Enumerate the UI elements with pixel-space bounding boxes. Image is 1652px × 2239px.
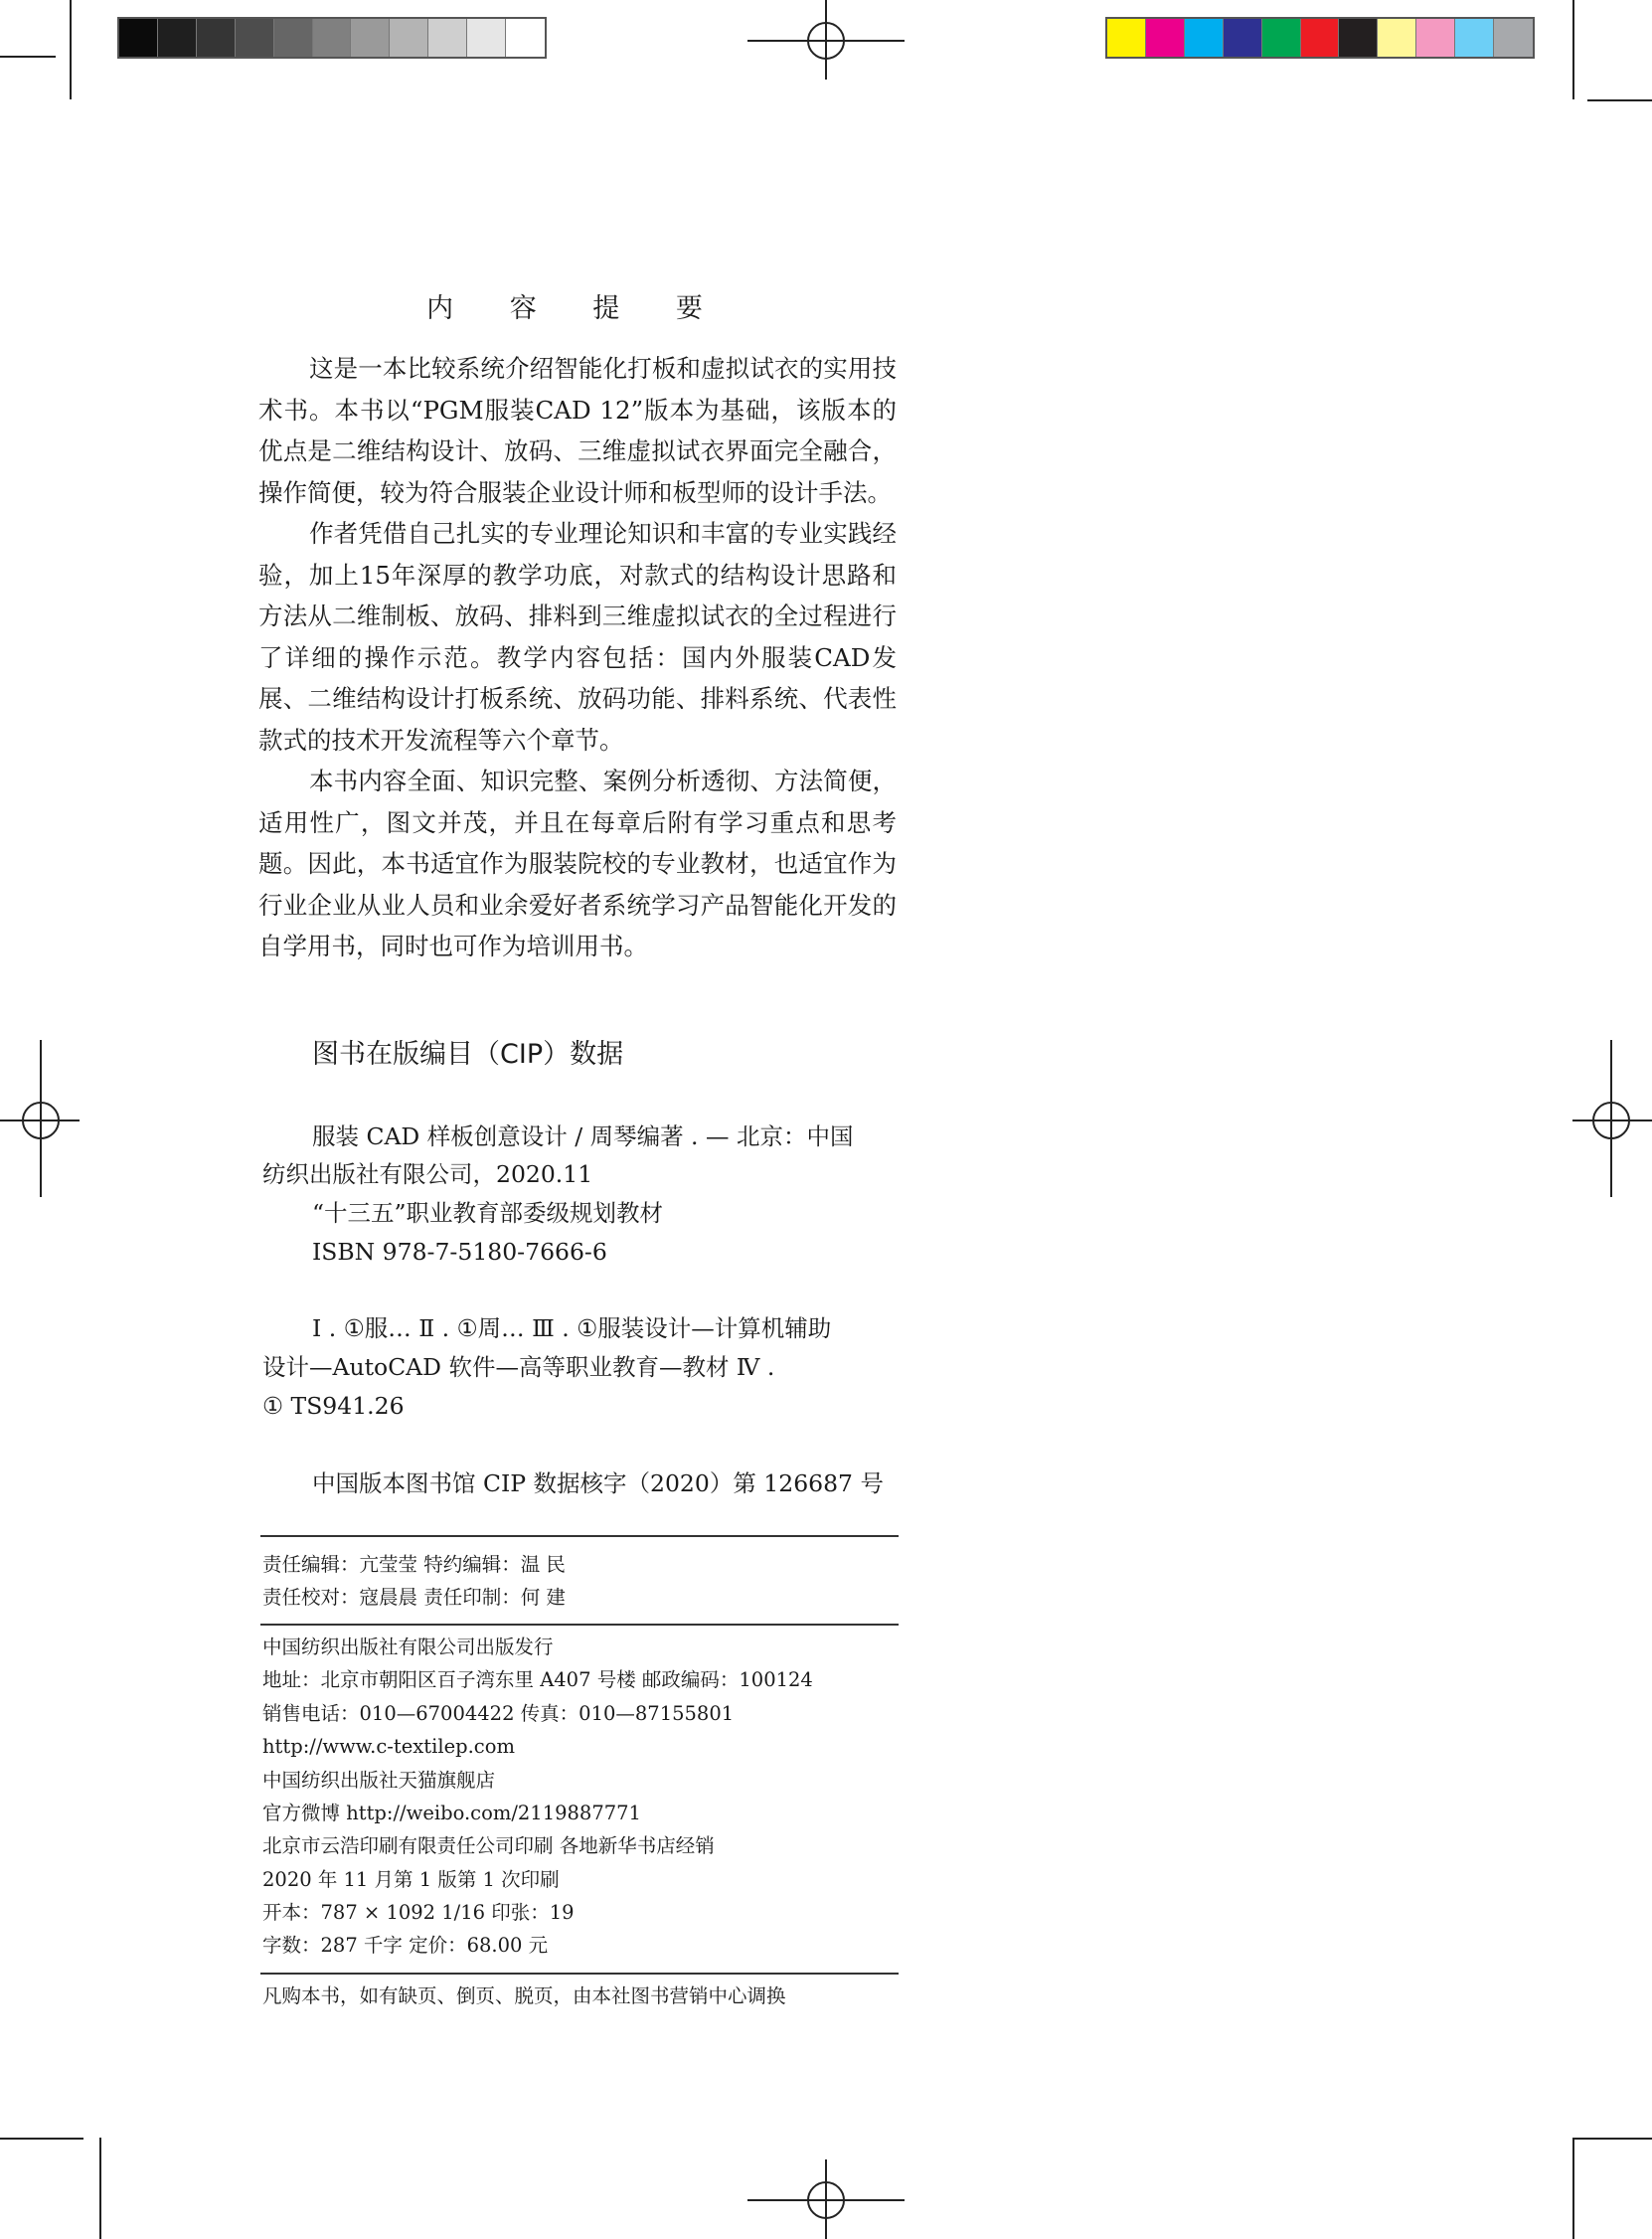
publisher-website[interactable]: http://www.c-textilep.com (262, 1735, 515, 1758)
process-color-swatch (1339, 19, 1378, 57)
grayscale-swatch (351, 19, 390, 57)
grayscale-swatch (467, 19, 506, 57)
cip-title: 图书在版编目（CIP）数据 (312, 1039, 624, 1070)
process-color-bar (1105, 17, 1535, 59)
publisher-weibo[interactable]: 官方微博 http://weibo.com/2119887771 (262, 1802, 641, 1824)
cip-line-8: 中国版本图书馆 CIP 数据核字（2020）第 126687 号 (312, 1469, 884, 1497)
process-color-swatch (1185, 19, 1224, 57)
summary-paragraph-2: 作者凭借自己扎实的专业理论知识和丰富的专业实践经验，加上15年深厚的教学功底，对款式的结构设计思路和方法从二维制板、放码、排料到三维虚拟试衣的全过程进行了详细的操作示范。教学内容包括：国内外服装CAD发展、二维结构设计打板系统、放码功能、排料系统、代表性款式的技术开发流程等六个章节。 (258, 519, 897, 755)
grayscale-swatch (197, 19, 236, 57)
process-color-swatch (1494, 19, 1533, 57)
grayscale-color-bar (117, 17, 547, 59)
editors-line-2: 责任校对：寇晨晨 责任印制：何 建 (262, 1586, 566, 1609)
grayscale-swatch (158, 19, 197, 57)
process-color-swatch (1378, 19, 1416, 57)
publisher-line-3: 销售电话：010—67004422 传真：010—87155801 (262, 1702, 735, 1725)
publisher-line-10: 字数：287 千字 定价：68.00 元 (262, 1934, 549, 1957)
grayscale-swatch (236, 19, 274, 57)
cip-line-4: ISBN 978-7-5180-7666-6 (312, 1238, 607, 1266)
process-color-swatch (1224, 19, 1262, 57)
publisher-line-1: 中国纺织出版社有限公司出版发行 (262, 1636, 554, 1658)
publisher-line-7: 北京市云浩印刷有限责任公司印刷 各地新华书店经销 (262, 1834, 715, 1857)
grayscale-swatch (313, 19, 352, 57)
process-color-swatch (1301, 19, 1340, 57)
publisher-line-2: 地址：北京市朝阳区百子湾东里 A407 号楼 邮政编码：100124 (262, 1668, 813, 1691)
cip-line-6: 设计—AutoCAD 软件—高等职业教育—教材 Ⅳ . (262, 1353, 775, 1381)
cip-line-5: Ⅰ . ①服… Ⅱ . ①周… Ⅲ . ①服装设计—计算机辅助 (312, 1314, 832, 1342)
process-color-swatch (1107, 19, 1146, 57)
grayscale-swatch (428, 19, 467, 57)
summary-paragraph-1: 这是一本比较系统介绍智能化打板和虚拟试衣的实用技术书。本书以“PGM服装CAD 12”版本为基础，该版本的优点是二维结构设计、放码、三维虚拟试衣界面完全融合，操作简便，较为符合服装企业设计师和板型师的设计手法。 (258, 354, 897, 507)
grayscale-swatch (119, 19, 158, 57)
publisher-line-9: 开本：787 × 1092 1/16 印张：19 (262, 1901, 575, 1924)
grayscale-swatch (506, 19, 545, 57)
publisher-line-5: 中国纺织出版社天猫旗舰店 (262, 1769, 496, 1792)
divider-bottom (260, 1973, 899, 1975)
publisher-line-8: 2020 年 11 月第 1 版第 1 次印刷 (262, 1868, 560, 1891)
summary-title: 内 容 提 要 (426, 293, 727, 324)
divider-middle (260, 1624, 899, 1626)
grayscale-swatch (390, 19, 428, 57)
summary-paragraph-3: 本书内容全面、知识完整、案例分析透彻、方法简便，适用性广，图文并茂，并且在每章后附有学习重点和思考题。因此，本书适宜作为服装院校的专业教材，也适宜作为行业企业从业人员和业余爱好者系统学习产品智能化开发的自学用书，同时也可作为培训用书。 (258, 767, 897, 960)
cip-line-7: ① TS941.26 (262, 1392, 405, 1420)
process-color-swatch (1146, 19, 1185, 57)
process-color-swatch (1455, 19, 1494, 57)
cip-line-2: 纺织出版社有限公司，2020.11 (262, 1160, 593, 1188)
cip-line-1: 服装 CAD 样板创意设计 / 周琴编著 . — 北京：中国 (312, 1122, 854, 1150)
return-notice: 凡购本书，如有缺页、倒页、脱页，由本社图书营销中心调换 (262, 1984, 786, 2007)
process-color-swatch (1262, 19, 1301, 57)
divider-top (260, 1535, 899, 1537)
grayscale-swatch (274, 19, 313, 57)
cip-line-3: “十三五”职业教育部委级规划教材 (312, 1199, 664, 1227)
editors-line-1: 责任编辑：亢莹莹 特约编辑：温 民 (262, 1553, 566, 1576)
process-color-swatch (1416, 19, 1455, 57)
